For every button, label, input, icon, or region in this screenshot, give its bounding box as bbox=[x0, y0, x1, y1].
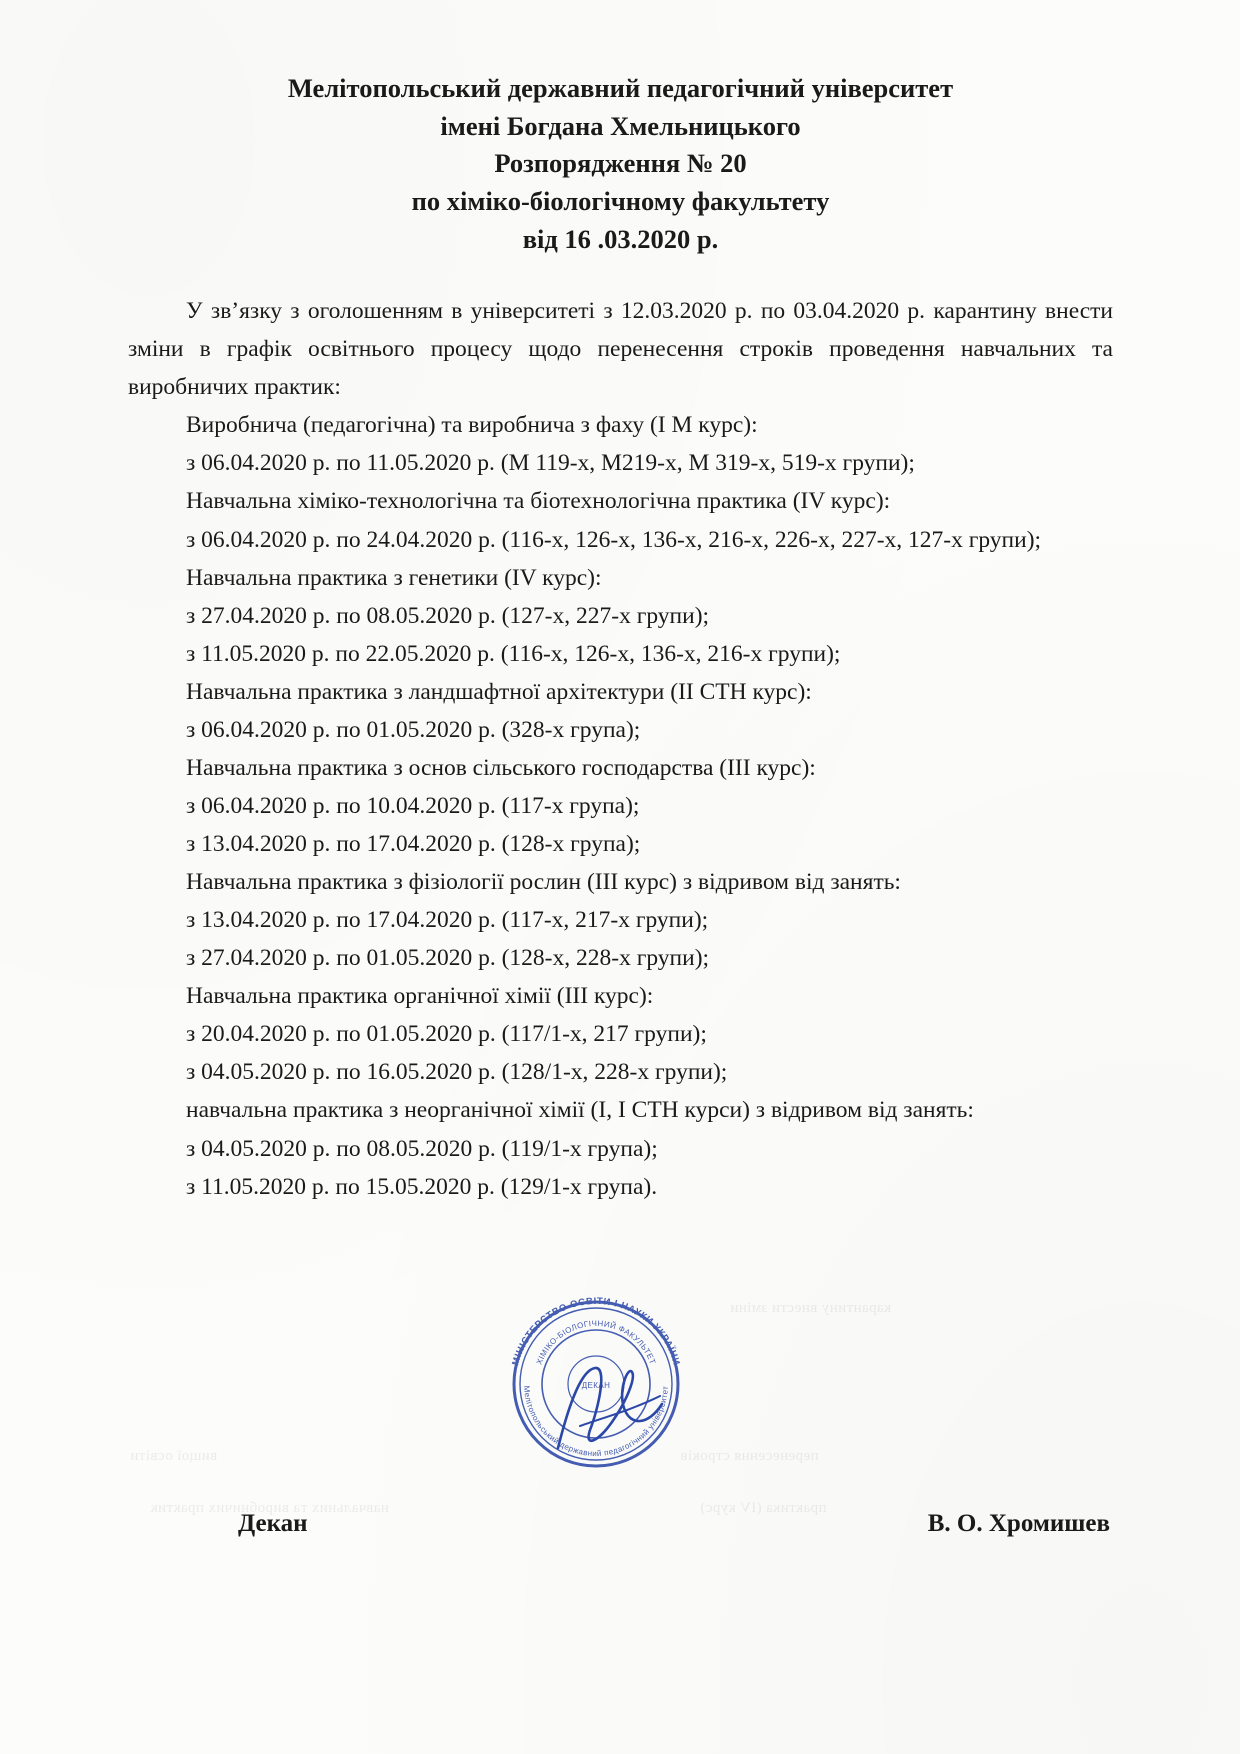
stamp-outer-bottom-text: Мелітопольський державний педагогічний університет bbox=[521, 1385, 670, 1459]
title-line-5: від 16 .03.2020 р. bbox=[522, 223, 719, 254]
list-item: з 04.05.2020 р. по 08.05.2020 р. (119/1-х група); bbox=[186, 1135, 658, 1162]
list-item: Навчальна практика з фізіології рослин (III курс) з відривом від занять: bbox=[186, 869, 901, 896]
signature-block bbox=[128, 1510, 1120, 1538]
bleed-through-text: перенесення строків bbox=[680, 1448, 819, 1464]
list-item: Виробнича (педагогічна) та виробнича з фаху (I М курс): bbox=[186, 412, 758, 439]
list-item: Навчальна практика з ландшафтної архітектури (II СТН курс): bbox=[186, 678, 812, 705]
stamp-center-text: ДЕКАН bbox=[581, 1381, 611, 1390]
signer-name: В. О. Хромишев bbox=[927, 1510, 1110, 1537]
list-item: з 06.04.2020 р. по 01.05.2020 р. (328-х група); bbox=[186, 716, 641, 743]
handwritten-signature bbox=[540, 1330, 690, 1490]
title-line-1: Мелітопольський державний педагогічний університет bbox=[287, 73, 954, 103]
list-item: з 13.04.2020 р. по 17.04.2020 р. (117-х, 217-х групи); bbox=[186, 907, 709, 934]
bleed-through-text: практика (IV курс) bbox=[700, 1500, 827, 1516]
list-item: з 06.04.2020 р. по 10.04.2020 р. (117-х група); bbox=[186, 792, 640, 819]
list-item: Навчальна практика з генетики (IV курс): bbox=[186, 564, 602, 591]
list-item: Навчальна практика органічної хімії (III курс): bbox=[186, 983, 654, 1010]
list-item: з 11.05.2020 р. по 15.05.2020 р. (129/1-х група). bbox=[186, 1173, 658, 1200]
title-line-4: по хіміко-біологічному факультету bbox=[411, 185, 830, 216]
signer-role: Декан bbox=[238, 1510, 308, 1537]
list-item: з 04.05.2020 р. по 16.05.2020 р. (128/1-х, 228-х групи); bbox=[186, 1059, 728, 1086]
document-content bbox=[128, 70, 1113, 1206]
bleed-through-text: вищої освіти bbox=[130, 1448, 218, 1464]
list-item: навчальна практика з неорганічної хімії (I, I СТН курси) з відривом від занять: bbox=[186, 1097, 974, 1124]
list-item: з 27.04.2020 р. по 01.05.2020 р. (128-х, 228-х групи); bbox=[186, 945, 710, 972]
intro-paragraph: У зв’язку з оголошенням в університеті з 12.03.2020 р. по 03.04.2020 р. карантину внести зміни в графік освітнього процесу щодо перенесення строків проведення навчальних та виробничих практик: bbox=[128, 298, 1113, 401]
list-item: Навчальна практика з основ сільського господарства (III курс): bbox=[186, 754, 816, 781]
list-item: з 27.04.2020 р. по 08.05.2020 р. (127-х, 227-х групи); bbox=[186, 602, 710, 629]
title-line-3: Розпорядження № 20 bbox=[494, 148, 747, 179]
list-item: з 06.04.2020 р. по 11.05.2020 р. (М 119-х, М219-х, М 319-х, 519-х групи); bbox=[186, 450, 915, 477]
list-item: з 13.04.2020 р. по 17.04.2020 р. (128-х група); bbox=[186, 831, 641, 857]
title-line-2: імені Богдана Хмельницького bbox=[440, 110, 801, 141]
list-item: Навчальна хіміко-технологічна та біотехнологічна практика (IV курс): bbox=[186, 488, 891, 515]
document-title bbox=[128, 70, 1113, 258]
stamp-inner-text: ХІМІКО-БІОЛОГІЧНИЙ ФАКУЛЬТЕТ bbox=[534, 1318, 658, 1366]
list-item: з 20.04.2020 р. по 01.05.2020 р. (117/1-х, 217 групи); bbox=[186, 1021, 707, 1048]
bleed-through-text: навчальних та виробничих практик bbox=[150, 1500, 389, 1516]
official-stamp bbox=[492, 1280, 700, 1488]
list-item: з 06.04.2020 р. по 24.04.2020 р. (116-х, 126-х, 136-х, 216-х, 226-х, 227-х, 127-х групи); bbox=[186, 526, 1042, 553]
list-item: з 11.05.2020 р. по 22.05.2020 р. (116-х, 126-х, 136-х, 216-х групи); bbox=[186, 640, 841, 667]
document-body bbox=[128, 292, 1113, 1206]
bleed-through-text: карантину внести зміни bbox=[730, 1300, 892, 1316]
stamp-outer-top-text: МІНІСТЕРСТВО ОСВІТИ І НАУКИ УКРАЇНИ bbox=[510, 1295, 682, 1367]
